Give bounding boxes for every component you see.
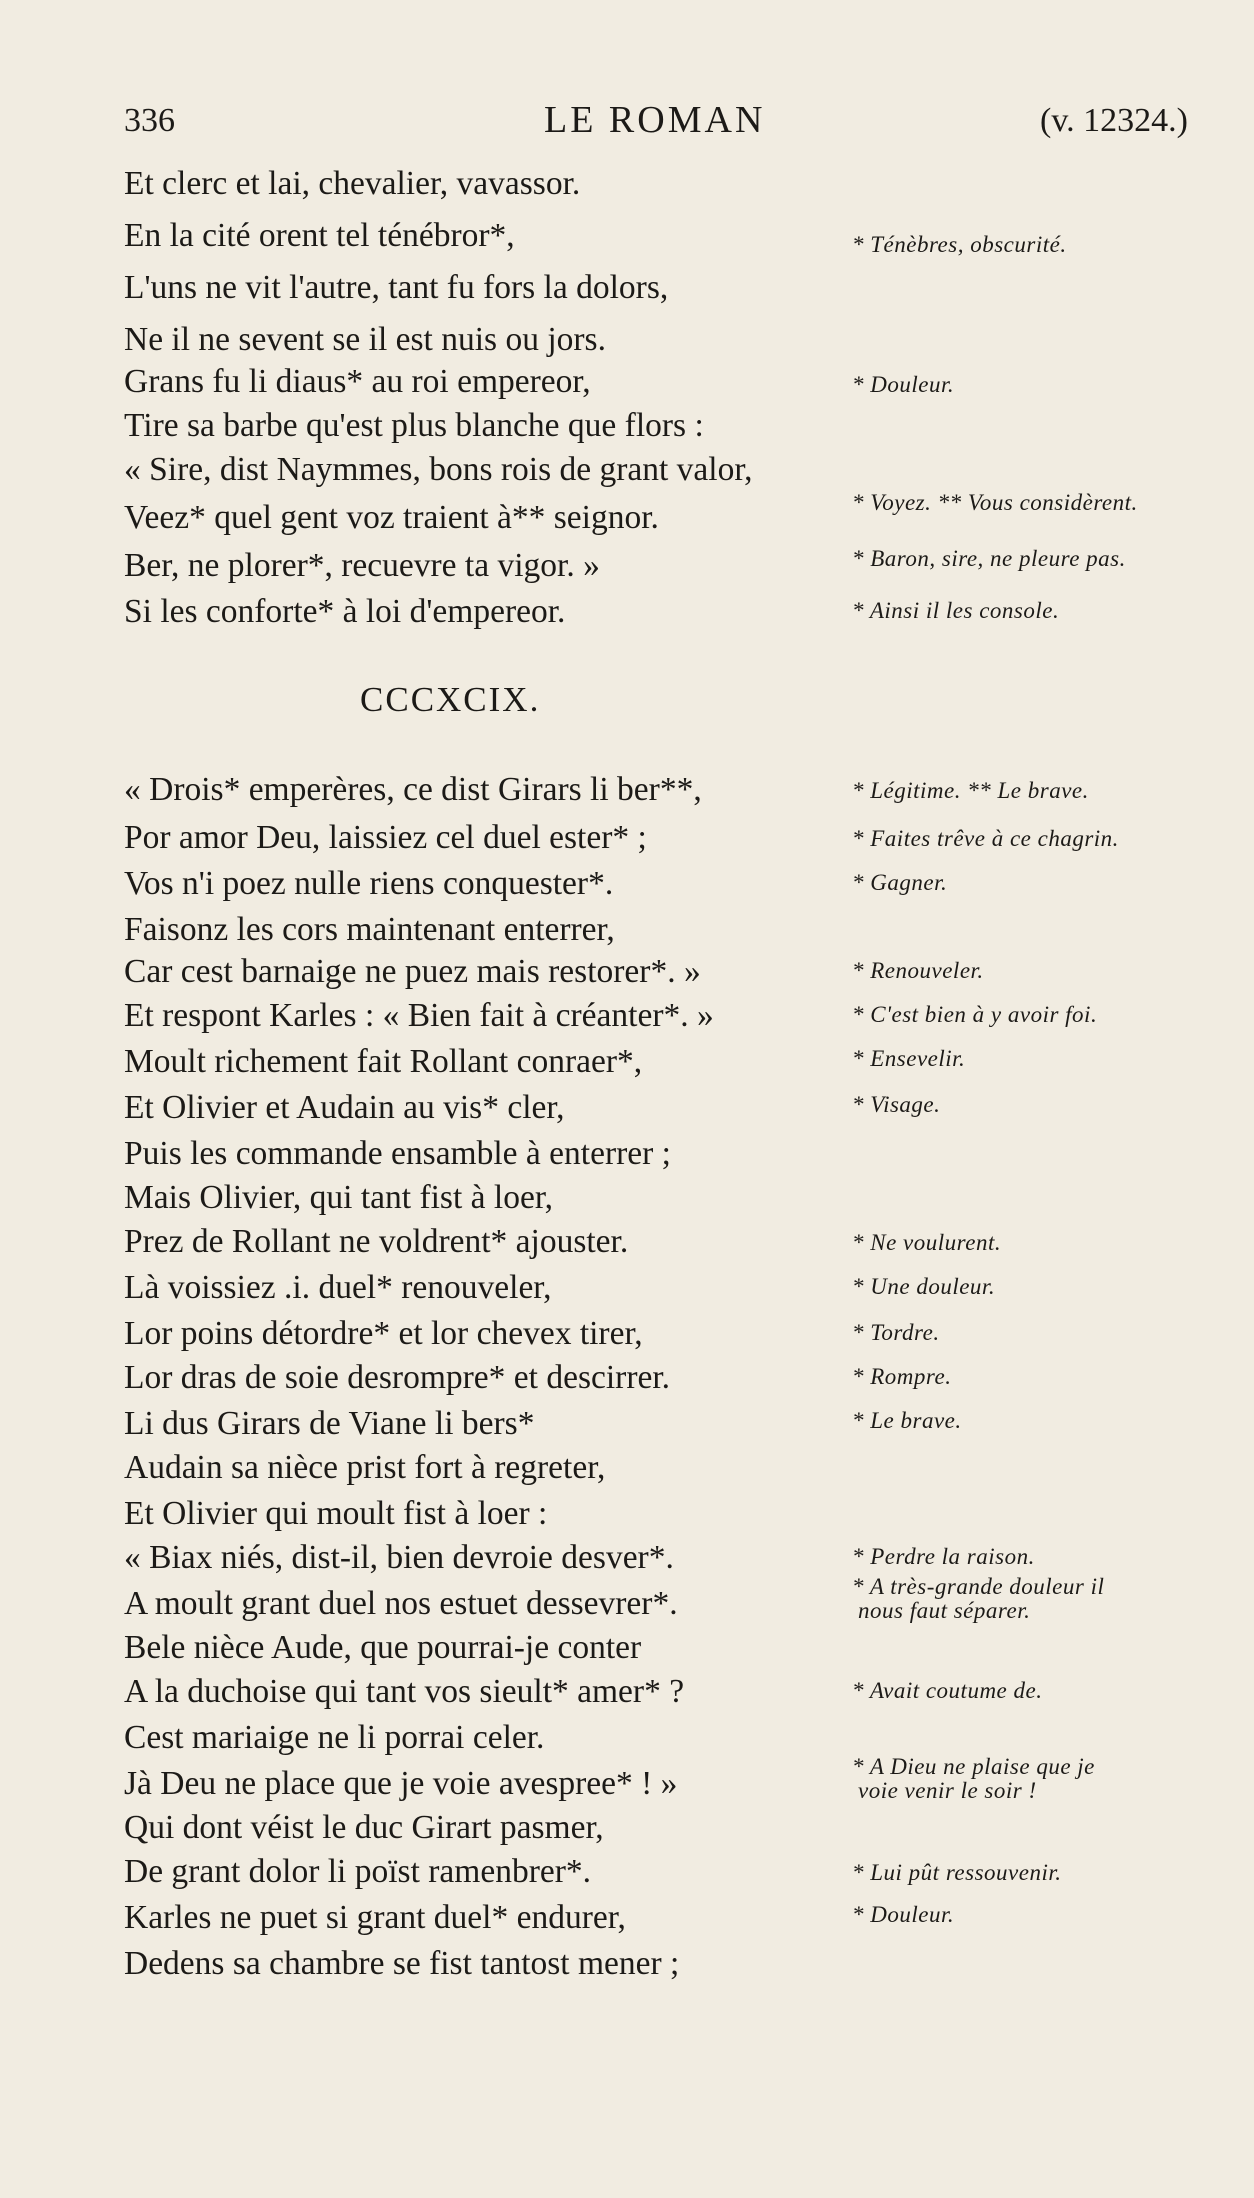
verse-line: L'uns ne vit l'autre, tant fu fors la dolors,: [124, 269, 669, 306]
gloss-note: * Perdre la raison.: [852, 1544, 1035, 1569]
verse-line: Là voissiez .i. duel* renouveler,: [124, 1269, 552, 1306]
verse-line: A moult grant duel nos estuet dessevrer*.: [124, 1585, 678, 1622]
verse-line: Jà Deu ne place que je voie avespree* ! »: [124, 1765, 678, 1802]
verse-line: Tire sa barbe qu'est plus blanche que flors :: [124, 407, 704, 444]
verse-line: Audain sa nièce prist fort à regreter,: [124, 1449, 606, 1486]
verse-line: Faisonz les cors maintenant enterrer,: [124, 911, 615, 948]
gloss-note: * Le brave.: [852, 1408, 962, 1433]
verse-line: « Sire, dist Naymmes, bons rois de grant valor,: [124, 451, 753, 488]
gloss-note: * Ainsi il les console.: [852, 598, 1060, 623]
verse-line: Car cest barnaige ne puez mais restorer*. »: [124, 953, 701, 990]
verse-line: A la duchoise qui tant vos sieult* amer* ?: [124, 1673, 685, 1710]
page-number: 336: [124, 102, 175, 139]
verse-line: Dedens sa chambre se fist tantost mener ;: [124, 1945, 680, 1982]
verse-line: Moult richement fait Rollant conraer*,: [124, 1043, 643, 1080]
verse-line: Bele nièce Aude, que pourrai-je conter: [124, 1629, 642, 1666]
verse-line: Ber, ne plorer*, recuevre ta vigor. »: [124, 547, 600, 584]
verse-line: Karles ne puet si grant duel* endurer,: [124, 1899, 626, 1936]
gloss-note: * Une douleur.: [852, 1274, 996, 1299]
gloss-note: * Voyez. ** Vous considèrent.: [852, 490, 1138, 515]
gloss-note: * Ténèbres, obscurité.: [852, 232, 1067, 257]
verse-line: Por amor Deu, laissiez cel duel ester* ;: [124, 819, 647, 856]
gloss-note: * Faites trêve à ce chagrin.: [852, 826, 1119, 851]
gloss-note: * Gagner.: [852, 870, 948, 895]
verse-line: Et respont Karles : « Bien fait à créanter*. »: [124, 997, 714, 1034]
gloss-note: * Rompre.: [852, 1364, 952, 1389]
gloss-note: * C'est bien à y avoir foi.: [852, 1002, 1098, 1027]
verse-line: Lor poins détordre* et lor chevex tirer,: [124, 1315, 643, 1352]
gloss-note: * Douleur.: [852, 1902, 955, 1927]
verse-line: Veez* quel gent voz traient à** seignor.: [124, 499, 659, 536]
gloss-note-continued: voie venir le soir !: [858, 1778, 1037, 1803]
gloss-note: * Ensevelir.: [852, 1046, 966, 1071]
verse-line: « Drois* emperères, ce dist Girars li ber**,: [124, 771, 702, 808]
gloss-note: * Renouveler.: [852, 958, 984, 983]
verse-reference: (v. 12324.): [1040, 102, 1188, 139]
section-heading: CCCXCIX.: [360, 680, 541, 719]
verse-line: De grant dolor li poïst ramenbrer*.: [124, 1853, 592, 1890]
verse-line: Mais Olivier, qui tant fist à loer,: [124, 1179, 554, 1216]
verse-line: Cest mariaige ne li porrai celer.: [124, 1719, 545, 1756]
running-title: LE ROMAN: [544, 99, 766, 141]
gloss-note: * A très-grande douleur il: [852, 1574, 1105, 1599]
gloss-note: * Baron, sire, ne pleure pas.: [852, 546, 1126, 571]
page-header: [0, 92, 1254, 152]
verse-line: En la cité orent tel ténébror*,: [124, 217, 515, 254]
gloss-note: * Avait coutume de.: [852, 1678, 1043, 1703]
verse-line: Si les conforte* à loi d'empereor.: [124, 593, 566, 630]
verse-line: Ne il ne sevent se il est nuis ou jors.: [124, 321, 606, 358]
gloss-note: * Visage.: [852, 1092, 941, 1117]
verse-line: Et clerc et lai, chevalier, vavassor.: [124, 165, 581, 202]
gloss-note: * Légitime. ** Le brave.: [852, 778, 1089, 803]
verse-line: Li dus Girars de Viane li bers*: [124, 1405, 535, 1442]
verse-line: Puis les commande ensamble à enterrer ;: [124, 1135, 671, 1172]
verse-line: Prez de Rollant ne voldrent* ajouster.: [124, 1223, 629, 1260]
gloss-note-continued: nous faut séparer.: [858, 1598, 1031, 1623]
verse-line: Qui dont véist le duc Girart pasmer,: [124, 1809, 604, 1846]
gloss-note: * Lui pût ressouvenir.: [852, 1860, 1062, 1885]
verse-line: Lor dras de soie desrompre* et descirrer.: [124, 1359, 671, 1396]
gloss-note: * Douleur.: [852, 372, 955, 397]
gloss-note: * Tordre.: [852, 1320, 940, 1345]
verse-line: Vos n'i poez nulle riens conquester*.: [124, 865, 614, 902]
gloss-note: * Ne voulurent.: [852, 1230, 1002, 1255]
verse-line: Et Olivier qui moult fist à loer :: [124, 1495, 548, 1532]
verse-line: « Biax niés, dist-il, bien devroie desver*.: [124, 1539, 674, 1576]
gloss-note: * A Dieu ne plaise que je: [852, 1754, 1095, 1779]
verse-line: Grans fu li diaus* au roi empereor,: [124, 363, 591, 400]
verse-line: Et Olivier et Audain au vis* cler,: [124, 1089, 565, 1126]
